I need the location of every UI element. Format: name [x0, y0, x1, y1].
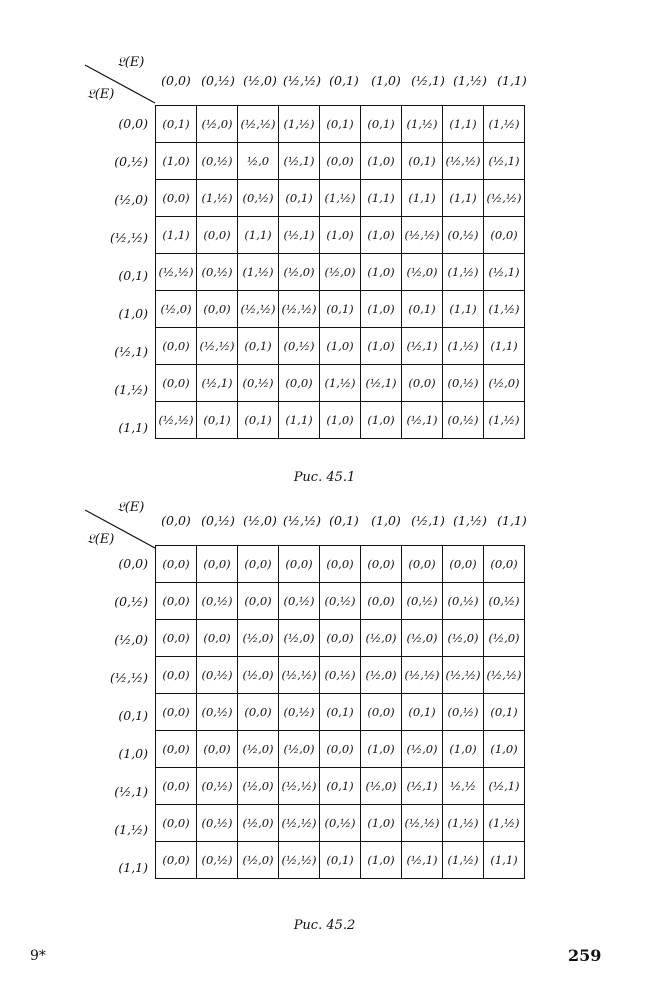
table-row [156, 402, 525, 439]
table-cell: (½,1) [402, 402, 443, 439]
table-cell: (0,0) [197, 217, 238, 254]
table-cell: (½,0) [361, 768, 402, 805]
table-cell: (0,1) [320, 768, 361, 805]
table-cell: (½,0) [402, 731, 443, 768]
table-corner [85, 55, 157, 117]
table-cell: (½,½) [443, 657, 484, 694]
table-cell: (1,0) [361, 328, 402, 365]
table-cell: (1,½) [443, 805, 484, 842]
table-cell: (½,0) [443, 620, 484, 657]
table-cell: (0,½) [197, 254, 238, 291]
table-cell: (0,1) [320, 694, 361, 731]
table-cell: (0,0) [443, 546, 484, 583]
table-cell: (½,0) [320, 254, 361, 291]
table-cell: (0,0) [320, 731, 361, 768]
column-header: (0,½) [201, 513, 235, 528]
table-cell: (0,½) [402, 583, 443, 620]
table-cell: (0,0) [238, 583, 279, 620]
table-cell: (0,0) [238, 694, 279, 731]
table-cell: (½,½) [238, 291, 279, 328]
table-cell: (½,0) [279, 620, 320, 657]
row-header: (1,1) [118, 860, 148, 875]
column-header: (0,½) [201, 73, 235, 88]
table-row [156, 768, 525, 805]
column-header: (½,½) [283, 73, 321, 88]
table-cell: (½,½) [156, 254, 197, 291]
table-cell: (0,0) [361, 583, 402, 620]
table-cell: (1,0) [361, 842, 402, 879]
table-cell: (0,0) [156, 546, 197, 583]
table-cell: (½,1) [279, 217, 320, 254]
table-row [156, 291, 525, 328]
table-cell: (1,1) [443, 291, 484, 328]
table-cell: (1,1) [279, 402, 320, 439]
table-cell: ½,0 [238, 143, 279, 180]
table-cell: (1,½) [443, 842, 484, 879]
table-cell: (0,0) [156, 805, 197, 842]
column-header: (0,1) [329, 513, 359, 528]
table-cell: (0,1) [402, 694, 443, 731]
row-header: (1,0) [118, 746, 148, 761]
table-cell: (½,0) [238, 805, 279, 842]
table-cell: (½,½) [279, 768, 320, 805]
table-cell: (1,½) [484, 291, 525, 328]
row-header: (0,0) [118, 556, 148, 571]
corner-label-top: 𝔏(E) [117, 55, 145, 70]
table-cell: (0,0) [156, 731, 197, 768]
row-header: (½,0) [114, 632, 148, 647]
column-header: (1,1) [497, 73, 527, 88]
table-cell: (0,½) [197, 657, 238, 694]
table-cell: (0,½) [443, 365, 484, 402]
row-header: (½,1) [114, 784, 148, 799]
table-cell: (0,0) [197, 546, 238, 583]
table-row [156, 365, 525, 402]
table-row [156, 620, 525, 657]
row-header: (0,0) [118, 116, 148, 131]
signature-mark: 9* [30, 948, 46, 964]
row-header: (½,½) [110, 230, 148, 245]
table-cell: (0,1) [402, 143, 443, 180]
table-cell: (1,½) [320, 365, 361, 402]
table-cell: (½,½) [279, 291, 320, 328]
table-cell: (½,½) [484, 180, 525, 217]
table-cell: (0,0) [361, 694, 402, 731]
table-row [156, 546, 525, 583]
table-cell: (0,½) [279, 583, 320, 620]
table-cell: (0,0) [156, 620, 197, 657]
table-cell: (1,0) [156, 143, 197, 180]
table-cell: (0,1) [361, 106, 402, 143]
table-cell: (0,0) [402, 546, 443, 583]
table-cell: (1,1) [443, 106, 484, 143]
table-cell: (1,0) [361, 254, 402, 291]
table-cell: (1,½) [484, 106, 525, 143]
table-row [156, 731, 525, 768]
table-cell: (1,0) [320, 217, 361, 254]
table-cell: (½,1) [361, 365, 402, 402]
table-cell: (1,1) [402, 180, 443, 217]
table-cell: (1,1) [484, 842, 525, 879]
table-cell: (½,1) [402, 842, 443, 879]
table-cell: (½,1) [484, 768, 525, 805]
table-cell: (0,0) [238, 546, 279, 583]
table-cell: (1,1) [484, 328, 525, 365]
table-cell: (½,½) [279, 657, 320, 694]
table-row [156, 805, 525, 842]
table-cell: (0,½) [197, 805, 238, 842]
table-row [156, 694, 525, 731]
table-cell: (½,1) [402, 328, 443, 365]
figure-caption: Рис. 45.2 [293, 918, 356, 933]
table-cell: (½,0) [238, 768, 279, 805]
row-header: (0,½) [114, 594, 148, 609]
table-row [156, 143, 525, 180]
table-cell: (0,½) [279, 694, 320, 731]
table-cell: (1,0) [361, 402, 402, 439]
table-cell: (0,½) [320, 657, 361, 694]
table-cell: (1,½) [238, 254, 279, 291]
table-cell: (0,1) [320, 842, 361, 879]
row-header: (½,1) [114, 344, 148, 359]
table-cell: (½,0) [197, 106, 238, 143]
table-cell: (0,1) [156, 106, 197, 143]
table-cell: (1,0) [320, 328, 361, 365]
table-cell: (1,1) [361, 180, 402, 217]
table-cell: (1,0) [361, 291, 402, 328]
table-cell: (½,0) [238, 731, 279, 768]
table-cell: (0,0) [156, 842, 197, 879]
table-cell: (0,½) [238, 365, 279, 402]
column-header: (1,½) [453, 513, 487, 528]
table-cell: (1,1) [443, 180, 484, 217]
table-cell: (0,0) [156, 328, 197, 365]
table-cell: (½,1) [279, 143, 320, 180]
column-header: (0,1) [329, 73, 359, 88]
table-cell: (1,½) [320, 180, 361, 217]
table-cell: (½,0) [279, 731, 320, 768]
row-header: (1,½) [114, 382, 148, 397]
column-header: (1,0) [371, 73, 401, 88]
table-cell: (1,0) [361, 143, 402, 180]
corner-label-top: 𝔏(E) [117, 500, 145, 515]
table-row [156, 254, 525, 291]
table-cell: (0,½) [484, 583, 525, 620]
table-cell: (0,1) [197, 402, 238, 439]
table-cell: (½,½) [402, 657, 443, 694]
table-cell: (0,1) [238, 328, 279, 365]
page-number: 259 [568, 946, 602, 965]
table-cell: (1,0) [484, 731, 525, 768]
table-cell: (0,½) [197, 842, 238, 879]
table-cell: (½,0) [402, 254, 443, 291]
table-cell: (1,0) [320, 402, 361, 439]
table-cell: (½,1) [402, 768, 443, 805]
table-cell: (0,0) [156, 583, 197, 620]
table-cell: (½,0) [238, 657, 279, 694]
column-header: (½,1) [411, 73, 445, 88]
table-cell: (1,½) [443, 328, 484, 365]
table-cell: (½,0) [279, 254, 320, 291]
table-cell: (0,0) [197, 731, 238, 768]
table-row [156, 106, 525, 143]
table-cell: (0,½) [443, 217, 484, 254]
table-cell: (0,½) [197, 143, 238, 180]
table-cell: (0,0) [361, 546, 402, 583]
column-header: (1,1) [497, 513, 527, 528]
column-header: (0,0) [161, 513, 191, 528]
row-header: (½,0) [114, 192, 148, 207]
table-cell: (0,0) [156, 694, 197, 731]
table-corner [85, 500, 157, 562]
table-cell: (0,0) [156, 768, 197, 805]
table-cell: (½,0) [361, 620, 402, 657]
table-row [156, 842, 525, 879]
table-cell: (0,0) [484, 217, 525, 254]
table-cell: (½,0) [156, 291, 197, 328]
table-row [156, 657, 525, 694]
table-cell: (½,½) [443, 143, 484, 180]
table-cell: (0,1) [320, 106, 361, 143]
table-cell: (0,1) [238, 402, 279, 439]
column-header: (1,0) [371, 513, 401, 528]
table-cell: (0,½) [320, 583, 361, 620]
corner-label-left: 𝔏(E) [87, 87, 115, 102]
row-header: (1,½) [114, 822, 148, 837]
table-cell: (0,½) [238, 180, 279, 217]
table-cell: (½,1) [197, 365, 238, 402]
table-cell: (½,½) [484, 657, 525, 694]
table-cell: (0,0) [402, 365, 443, 402]
column-header: (0,0) [161, 73, 191, 88]
table-cell: (½,1) [484, 143, 525, 180]
table-cell: (0,0) [484, 546, 525, 583]
table-cell: (0,0) [320, 143, 361, 180]
column-header: (½,½) [283, 513, 321, 528]
table-cell: (0,0) [279, 365, 320, 402]
table-cell: (½,½) [197, 328, 238, 365]
table-row [156, 328, 525, 365]
table-cell: (1,½) [402, 106, 443, 143]
table-cell: (0,0) [156, 657, 197, 694]
table-row [156, 217, 525, 254]
table-cell: (0,0) [320, 546, 361, 583]
table-cell: (0,1) [484, 694, 525, 731]
table-cell: (½,0) [402, 620, 443, 657]
table-cell: (1,0) [361, 731, 402, 768]
figure-caption: Рис. 45.1 [293, 470, 356, 485]
table-cell: (0,0) [279, 546, 320, 583]
table-cell: (½,½) [402, 805, 443, 842]
table-cell: (0,0) [197, 620, 238, 657]
table-cell: (½,½) [402, 217, 443, 254]
row-header: (½,½) [110, 670, 148, 685]
table-cell: (0,1) [320, 291, 361, 328]
row-header: (0,1) [118, 708, 148, 723]
table-cell: (½,½) [279, 805, 320, 842]
table-cell: (½,1) [484, 254, 525, 291]
column-header: (½,0) [243, 73, 277, 88]
table-cell: (1,0) [361, 217, 402, 254]
table-cell: (½,½) [156, 402, 197, 439]
table-cell: (1,0) [443, 731, 484, 768]
table-cell: (½,0) [238, 620, 279, 657]
corner-label-left: 𝔏(E) [87, 532, 115, 547]
table-cell: (0,0) [156, 180, 197, 217]
table-cell: (0,½) [443, 402, 484, 439]
table-cell: (½,0) [238, 842, 279, 879]
column-header: (½,1) [411, 513, 445, 528]
table-cell: (0,1) [402, 291, 443, 328]
operation-table [155, 105, 525, 439]
table-cell: (½,0) [361, 657, 402, 694]
table-row [156, 583, 525, 620]
row-header: (1,1) [118, 420, 148, 435]
table-cell: (0,0) [156, 365, 197, 402]
table-cell: (0,0) [197, 291, 238, 328]
table-cell: (1,½) [484, 805, 525, 842]
row-header: (1,0) [118, 306, 148, 321]
column-header: (½,0) [243, 513, 277, 528]
table-cell: (0,½) [197, 583, 238, 620]
table-cell: ½,½ [443, 768, 484, 805]
table-cell: (0,½) [320, 805, 361, 842]
row-header: (0,½) [114, 154, 148, 169]
table-cell: (1,½) [279, 106, 320, 143]
table-row [156, 180, 525, 217]
table-cell: (0,½) [197, 694, 238, 731]
table-cell: (½,½) [279, 842, 320, 879]
table-cell: (0,½) [197, 768, 238, 805]
table-cell: (0,½) [443, 694, 484, 731]
table-cell: (½,0) [484, 620, 525, 657]
table-cell: (0,½) [443, 583, 484, 620]
table-cell: (0,½) [279, 328, 320, 365]
table-cell: (1,½) [443, 254, 484, 291]
table-cell: (1,1) [156, 217, 197, 254]
column-header: (1,½) [453, 73, 487, 88]
table-cell: (½,0) [484, 365, 525, 402]
operation-table [155, 545, 525, 879]
row-header: (0,1) [118, 268, 148, 283]
table-cell: (1,0) [361, 805, 402, 842]
table-cell: (1,1) [238, 217, 279, 254]
table-cell: (½,½) [238, 106, 279, 143]
table-cell: (1,½) [484, 402, 525, 439]
table-cell: (0,0) [320, 620, 361, 657]
table-cell: (0,1) [279, 180, 320, 217]
table-cell: (1,½) [197, 180, 238, 217]
